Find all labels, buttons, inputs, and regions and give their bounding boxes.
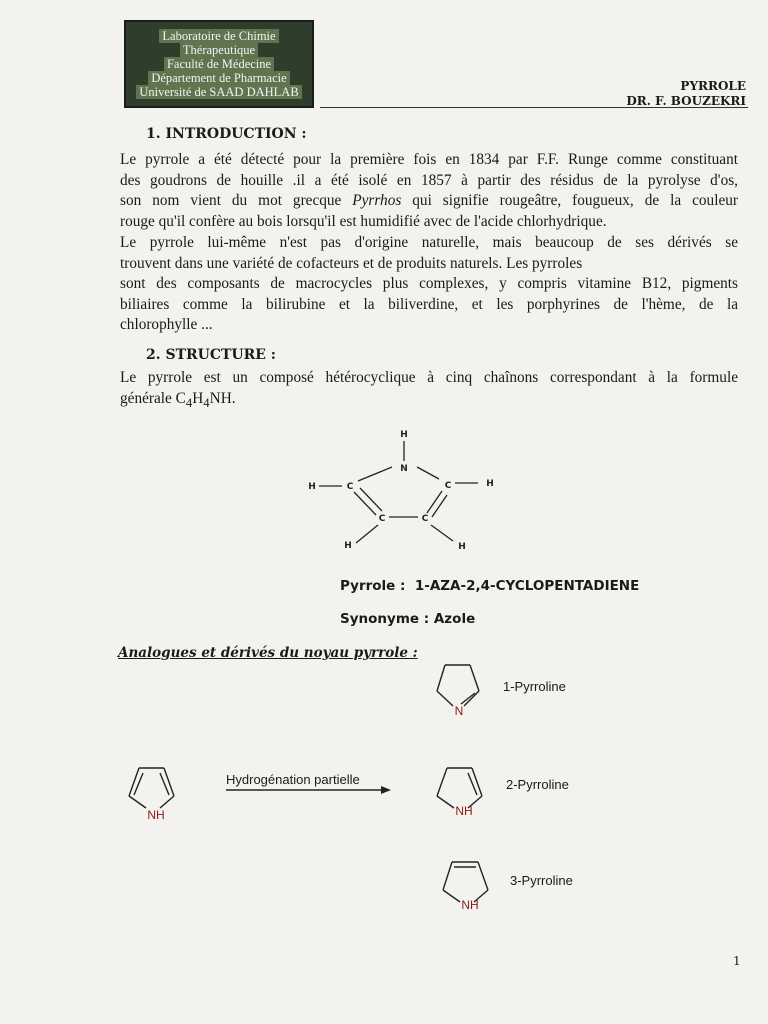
atom-c: C bbox=[378, 514, 386, 524]
atom-h: H bbox=[308, 482, 316, 492]
atom-h: H bbox=[486, 479, 494, 489]
text-run: son nom vient du mot grecque bbox=[120, 192, 353, 210]
text-line bbox=[120, 191, 738, 212]
hetero-atom-label: NH bbox=[147, 808, 165, 822]
lab-line: Thérapeutique bbox=[180, 43, 258, 57]
lab-line: Université de SAAD DAHLAB bbox=[136, 85, 301, 99]
text-run: NH. bbox=[209, 389, 236, 407]
pyrroline-3-structure bbox=[438, 856, 498, 918]
synonym-label: Synonyme : bbox=[340, 611, 430, 627]
synonym-value: Azole bbox=[433, 611, 476, 627]
doc-author: DR. F. BOUZEKRI bbox=[626, 94, 746, 108]
lab-line: Faculté de Médecine bbox=[164, 57, 274, 71]
hetero-atom-label: NH bbox=[455, 804, 473, 818]
atom-c: C bbox=[346, 482, 354, 492]
pyrroline-3-label: 3-Pyrroline bbox=[510, 873, 573, 888]
pyrrole-structural-formula bbox=[300, 425, 510, 560]
italic-word: Pyrrhos bbox=[352, 192, 402, 210]
doc-title: PYRROLE bbox=[680, 79, 746, 93]
text-run: H bbox=[192, 389, 204, 407]
text-line: Le pyrrole a été détecté pour la première fois en 1834 par F.F. Runge comme constituant bbox=[120, 151, 738, 168]
text-line: rouge qu'il confère au bois lorsqu'il est humidifié avec de l'acide chlorhydrique. bbox=[120, 212, 607, 230]
name-label: Pyrrole : bbox=[340, 578, 406, 594]
hetero-atom-label: N bbox=[454, 704, 464, 718]
reaction-label: Hydrogénation partielle bbox=[226, 772, 360, 787]
text-line: Le pyrrole lui-même n'est pas d'origine naturelle, mais beaucoup de ses dérivés se bbox=[120, 234, 738, 251]
pyrroline-2-label: 2-Pyrroline bbox=[506, 777, 569, 792]
pyrrole-name bbox=[340, 578, 639, 594]
pyrrole-ring-structure bbox=[124, 762, 184, 824]
atom-c: C bbox=[421, 514, 429, 524]
text-run: qui signifie rougeâtre, fougueux, de la couleur bbox=[401, 192, 738, 210]
intro-paragraph-1 bbox=[120, 150, 738, 232]
atom-h: H bbox=[400, 430, 408, 440]
hetero-atom-label: NH bbox=[461, 898, 479, 912]
text-line: Le pyrrole est un composé hétérocyclique à cinq chaînons correspondant à la formule bbox=[120, 369, 738, 386]
text-line bbox=[120, 389, 738, 414]
text-line: trouvent dans une variété de cofacteurs et de produits naturels. Les pyrroles bbox=[120, 254, 583, 272]
atom-c: C bbox=[444, 481, 452, 491]
lab-line: Département de Pharmacie bbox=[148, 71, 289, 85]
text-line: chlorophylle ... bbox=[120, 316, 213, 334]
atom-h: H bbox=[344, 541, 352, 551]
header-rule bbox=[320, 107, 748, 108]
subscript: 4 bbox=[185, 395, 193, 410]
pyrroline-1-structure bbox=[430, 660, 490, 720]
atom-h: H bbox=[458, 542, 466, 552]
pyrroline-2-structure bbox=[432, 762, 492, 824]
atom-n: N bbox=[400, 464, 408, 474]
lab-stamp bbox=[124, 20, 314, 108]
pyrroline-1-label: 1-Pyrroline bbox=[503, 679, 566, 694]
text-run: générale C bbox=[120, 389, 186, 407]
subscript: 4 bbox=[203, 395, 210, 410]
text-line: des goudrons de houille .il a été isolé en 1857 à partir des résidus de la pyrolyse d'os, bbox=[120, 171, 738, 189]
pyrrole-synonym bbox=[340, 611, 475, 627]
text-line: sont des composants de macrocycles plus complexes, y compris vitamine B12, pigments bbox=[120, 275, 738, 293]
text-line: biliaires comme la bilirubine et la biliverdine, et les porphyrines de l'hème, de la bbox=[120, 295, 738, 313]
structure-paragraph bbox=[120, 368, 738, 413]
intro-paragraph-2 bbox=[120, 233, 738, 336]
analogues-heading: Analogues et dérivés du noyau pyrrole : bbox=[118, 645, 418, 661]
lab-line: Laboratoire de Chimie bbox=[159, 29, 278, 43]
section-heading-introduction: 1. INTRODUCTION : bbox=[146, 126, 307, 142]
name-value: 1-AZA-2,4-CYCLOPENTADIENE bbox=[414, 578, 640, 594]
reaction-arrow bbox=[226, 784, 396, 796]
page-number: 1 bbox=[733, 954, 741, 968]
section-heading-structure: 2. STRUCTURE : bbox=[146, 347, 276, 363]
